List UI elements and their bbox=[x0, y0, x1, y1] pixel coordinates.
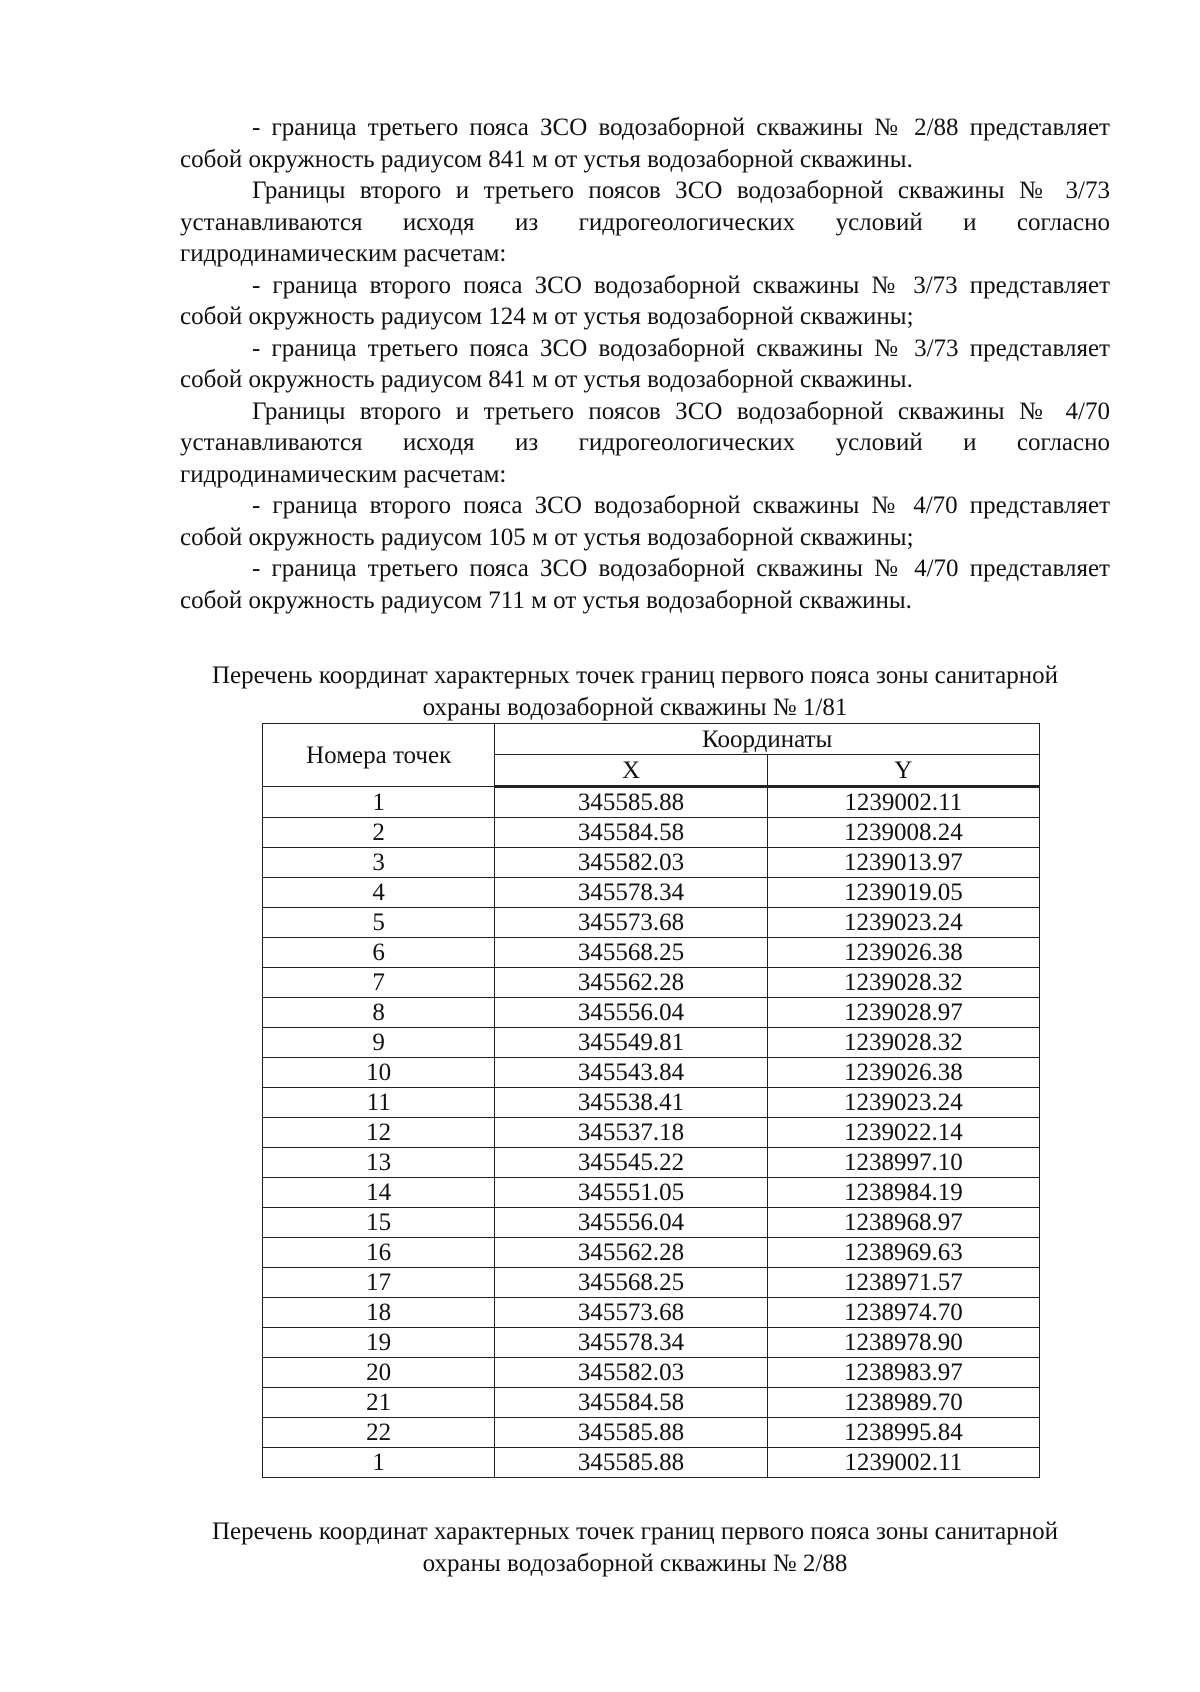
cell-point-number: 2 bbox=[263, 818, 495, 848]
cell-y: 1238984.19 bbox=[767, 1178, 1039, 1208]
paragraph: - граница третьего пояса ЗСО водозаборной скважины № 2/88 представляет собой окружность радиусом 841 м от устья водозаборной скважины. bbox=[180, 114, 1110, 173]
cell-x: 345562.28 bbox=[495, 968, 767, 998]
table-row bbox=[263, 1448, 1040, 1478]
cell-x: 345543.84 bbox=[495, 1058, 767, 1088]
cell-x: 345551.05 bbox=[495, 1178, 767, 1208]
header-coordinates: Координаты bbox=[495, 724, 1040, 755]
cell-point-number: 5 bbox=[263, 908, 495, 938]
cell-y: 1239019.05 bbox=[767, 878, 1039, 908]
table-row bbox=[263, 1058, 1040, 1088]
cell-point-number: 7 bbox=[263, 968, 495, 998]
cell-y: 1239002.11 bbox=[767, 1448, 1039, 1478]
table-row bbox=[263, 818, 1040, 848]
cell-y: 1239028.32 bbox=[767, 1028, 1039, 1058]
document-page bbox=[180, 112, 1110, 1579]
table-caption-line: охраны водозаборной скважины № 2/88 bbox=[422, 1549, 848, 1577]
table-caption-line: охраны водозаборной скважины № 1/81 bbox=[422, 693, 848, 721]
paragraph: Границы второго и третьего поясов ЗСО водозаборной скважины № 4/70 устанавливаются исходя из гидрогеологических условий и согласно гидродинамическим расчетам: bbox=[180, 397, 1110, 488]
cell-y: 1239023.24 bbox=[767, 908, 1039, 938]
cell-x: 345568.25 bbox=[495, 1268, 767, 1298]
cell-x: 345537.18 bbox=[495, 1118, 767, 1148]
table-row bbox=[263, 1148, 1040, 1178]
table-row bbox=[263, 1118, 1040, 1148]
cell-x: 345585.88 bbox=[495, 787, 767, 818]
table-caption-line: Перечень координат характерных точек границ первого пояса зоны санитарной bbox=[212, 662, 1058, 689]
cell-y: 1238971.57 bbox=[767, 1268, 1039, 1298]
cell-point-number: 22 bbox=[263, 1418, 495, 1448]
cell-x: 345582.03 bbox=[495, 848, 767, 878]
cell-point-number: 14 bbox=[263, 1178, 495, 1208]
table-row bbox=[263, 787, 1040, 818]
cell-point-number: 11 bbox=[263, 1088, 495, 1118]
cell-x: 345578.34 bbox=[495, 878, 767, 908]
cell-y: 1239028.97 bbox=[767, 998, 1039, 1028]
cell-y: 1239026.38 bbox=[767, 938, 1039, 968]
cell-point-number: 16 bbox=[263, 1238, 495, 1268]
cell-point-number: 8 bbox=[263, 998, 495, 1028]
cell-y: 1239013.97 bbox=[767, 848, 1039, 878]
cell-x: 345584.58 bbox=[495, 1388, 767, 1418]
cell-y: 1239002.11 bbox=[767, 787, 1039, 818]
cell-x: 345538.41 bbox=[495, 1088, 767, 1118]
table-row bbox=[263, 1178, 1040, 1208]
cell-y: 1238995.84 bbox=[767, 1418, 1039, 1448]
cell-point-number: 20 bbox=[263, 1358, 495, 1388]
cell-y: 1239022.14 bbox=[767, 1118, 1039, 1148]
paragraph: Границы второго и третьего поясов ЗСО водозаборной скважины № 3/73 устанавливаются исходя из гидрогеологических условий и согласно гидродинамическим расчетам: bbox=[180, 177, 1110, 267]
table-row bbox=[263, 1388, 1040, 1418]
paragraph: - граница второго пояса ЗСО водозаборной скважины № 3/73 представляет собой окружность радиусом 124 м от устья водозаборной скважины; bbox=[180, 271, 1110, 330]
cell-y: 1239026.38 bbox=[767, 1058, 1039, 1088]
cell-y: 1238969.63 bbox=[767, 1238, 1039, 1268]
cell-point-number: 3 bbox=[263, 848, 495, 878]
cell-x: 345582.03 bbox=[495, 1358, 767, 1388]
cell-x: 345584.58 bbox=[495, 818, 767, 848]
header-x: X bbox=[495, 755, 767, 787]
table-caption-288 bbox=[170, 1516, 1100, 1579]
header-points: Номера точек bbox=[263, 724, 495, 787]
cell-x: 345573.68 bbox=[495, 908, 767, 938]
paragraph: - граница второго пояса ЗСО водозаборной скважины № 4/70 представляет собой окружность радиусом 105 м от устья водозаборной скважины; bbox=[180, 492, 1110, 551]
cell-x: 345573.68 bbox=[495, 1298, 767, 1328]
table-row bbox=[263, 1298, 1040, 1328]
cell-y: 1238978.90 bbox=[767, 1328, 1039, 1358]
cell-point-number: 1 bbox=[263, 787, 495, 818]
table-caption-1181 bbox=[170, 660, 1100, 723]
coordinates-table-1181 bbox=[262, 723, 1040, 1478]
cell-y: 1238983.97 bbox=[767, 1358, 1039, 1388]
table-row bbox=[263, 878, 1040, 908]
table-row bbox=[263, 1208, 1040, 1238]
paragraph: - граница третьего пояса ЗСО водозаборной скважины № 3/73 представляет собой окружность радиусом 841 м от устья водозаборной скважины. bbox=[180, 334, 1110, 393]
cell-point-number: 6 bbox=[263, 938, 495, 968]
cell-y: 1238989.70 bbox=[767, 1388, 1039, 1418]
coordinates-table-body bbox=[263, 787, 1040, 1478]
cell-point-number: 18 bbox=[263, 1298, 495, 1328]
cell-point-number: 4 bbox=[263, 878, 495, 908]
paragraph: - граница третьего пояса ЗСО водозаборной скважины № 4/70 представляет собой окружность радиусом 711 м от устья водозаборной скважины. bbox=[180, 555, 1110, 614]
cell-point-number: 9 bbox=[263, 1028, 495, 1058]
cell-x: 345556.04 bbox=[495, 998, 767, 1028]
table-row bbox=[263, 1088, 1040, 1118]
cell-y: 1238974.70 bbox=[767, 1298, 1039, 1328]
cell-point-number: 10 bbox=[263, 1058, 495, 1088]
cell-x: 345556.04 bbox=[495, 1208, 767, 1238]
table-row bbox=[263, 938, 1040, 968]
table-caption-line: Перечень координат характерных точек границ первого пояса зоны санитарной bbox=[212, 1518, 1058, 1545]
cell-point-number: 19 bbox=[263, 1328, 495, 1358]
cell-point-number: 17 bbox=[263, 1268, 495, 1298]
table-row bbox=[263, 848, 1040, 878]
cell-y: 1238968.97 bbox=[767, 1208, 1039, 1238]
table-row bbox=[263, 1028, 1040, 1058]
cell-x: 345568.25 bbox=[495, 938, 767, 968]
cell-x: 345585.88 bbox=[495, 1418, 767, 1448]
cell-x: 345545.22 bbox=[495, 1148, 767, 1178]
cell-y: 1239023.24 bbox=[767, 1088, 1039, 1118]
cell-point-number: 15 bbox=[263, 1208, 495, 1238]
cell-point-number: 21 bbox=[263, 1388, 495, 1418]
cell-point-number: 12 bbox=[263, 1118, 495, 1148]
cell-y: 1238997.10 bbox=[767, 1148, 1039, 1178]
cell-y: 1239008.24 bbox=[767, 818, 1039, 848]
cell-x: 345562.28 bbox=[495, 1238, 767, 1268]
table-row bbox=[263, 1358, 1040, 1388]
cell-point-number: 1 bbox=[263, 1448, 495, 1478]
cell-point-number: 13 bbox=[263, 1148, 495, 1178]
table-row bbox=[263, 1238, 1040, 1268]
table-row bbox=[263, 998, 1040, 1028]
cell-x: 345578.34 bbox=[495, 1328, 767, 1358]
table-row bbox=[263, 1418, 1040, 1448]
table-row bbox=[263, 1328, 1040, 1358]
table-row bbox=[263, 908, 1040, 938]
table-row bbox=[263, 1268, 1040, 1298]
cell-x: 345549.81 bbox=[495, 1028, 767, 1058]
header-y: Y bbox=[767, 755, 1039, 787]
cell-y: 1239028.32 bbox=[767, 968, 1039, 998]
table-row bbox=[263, 968, 1040, 998]
cell-x: 345585.88 bbox=[495, 1448, 767, 1478]
